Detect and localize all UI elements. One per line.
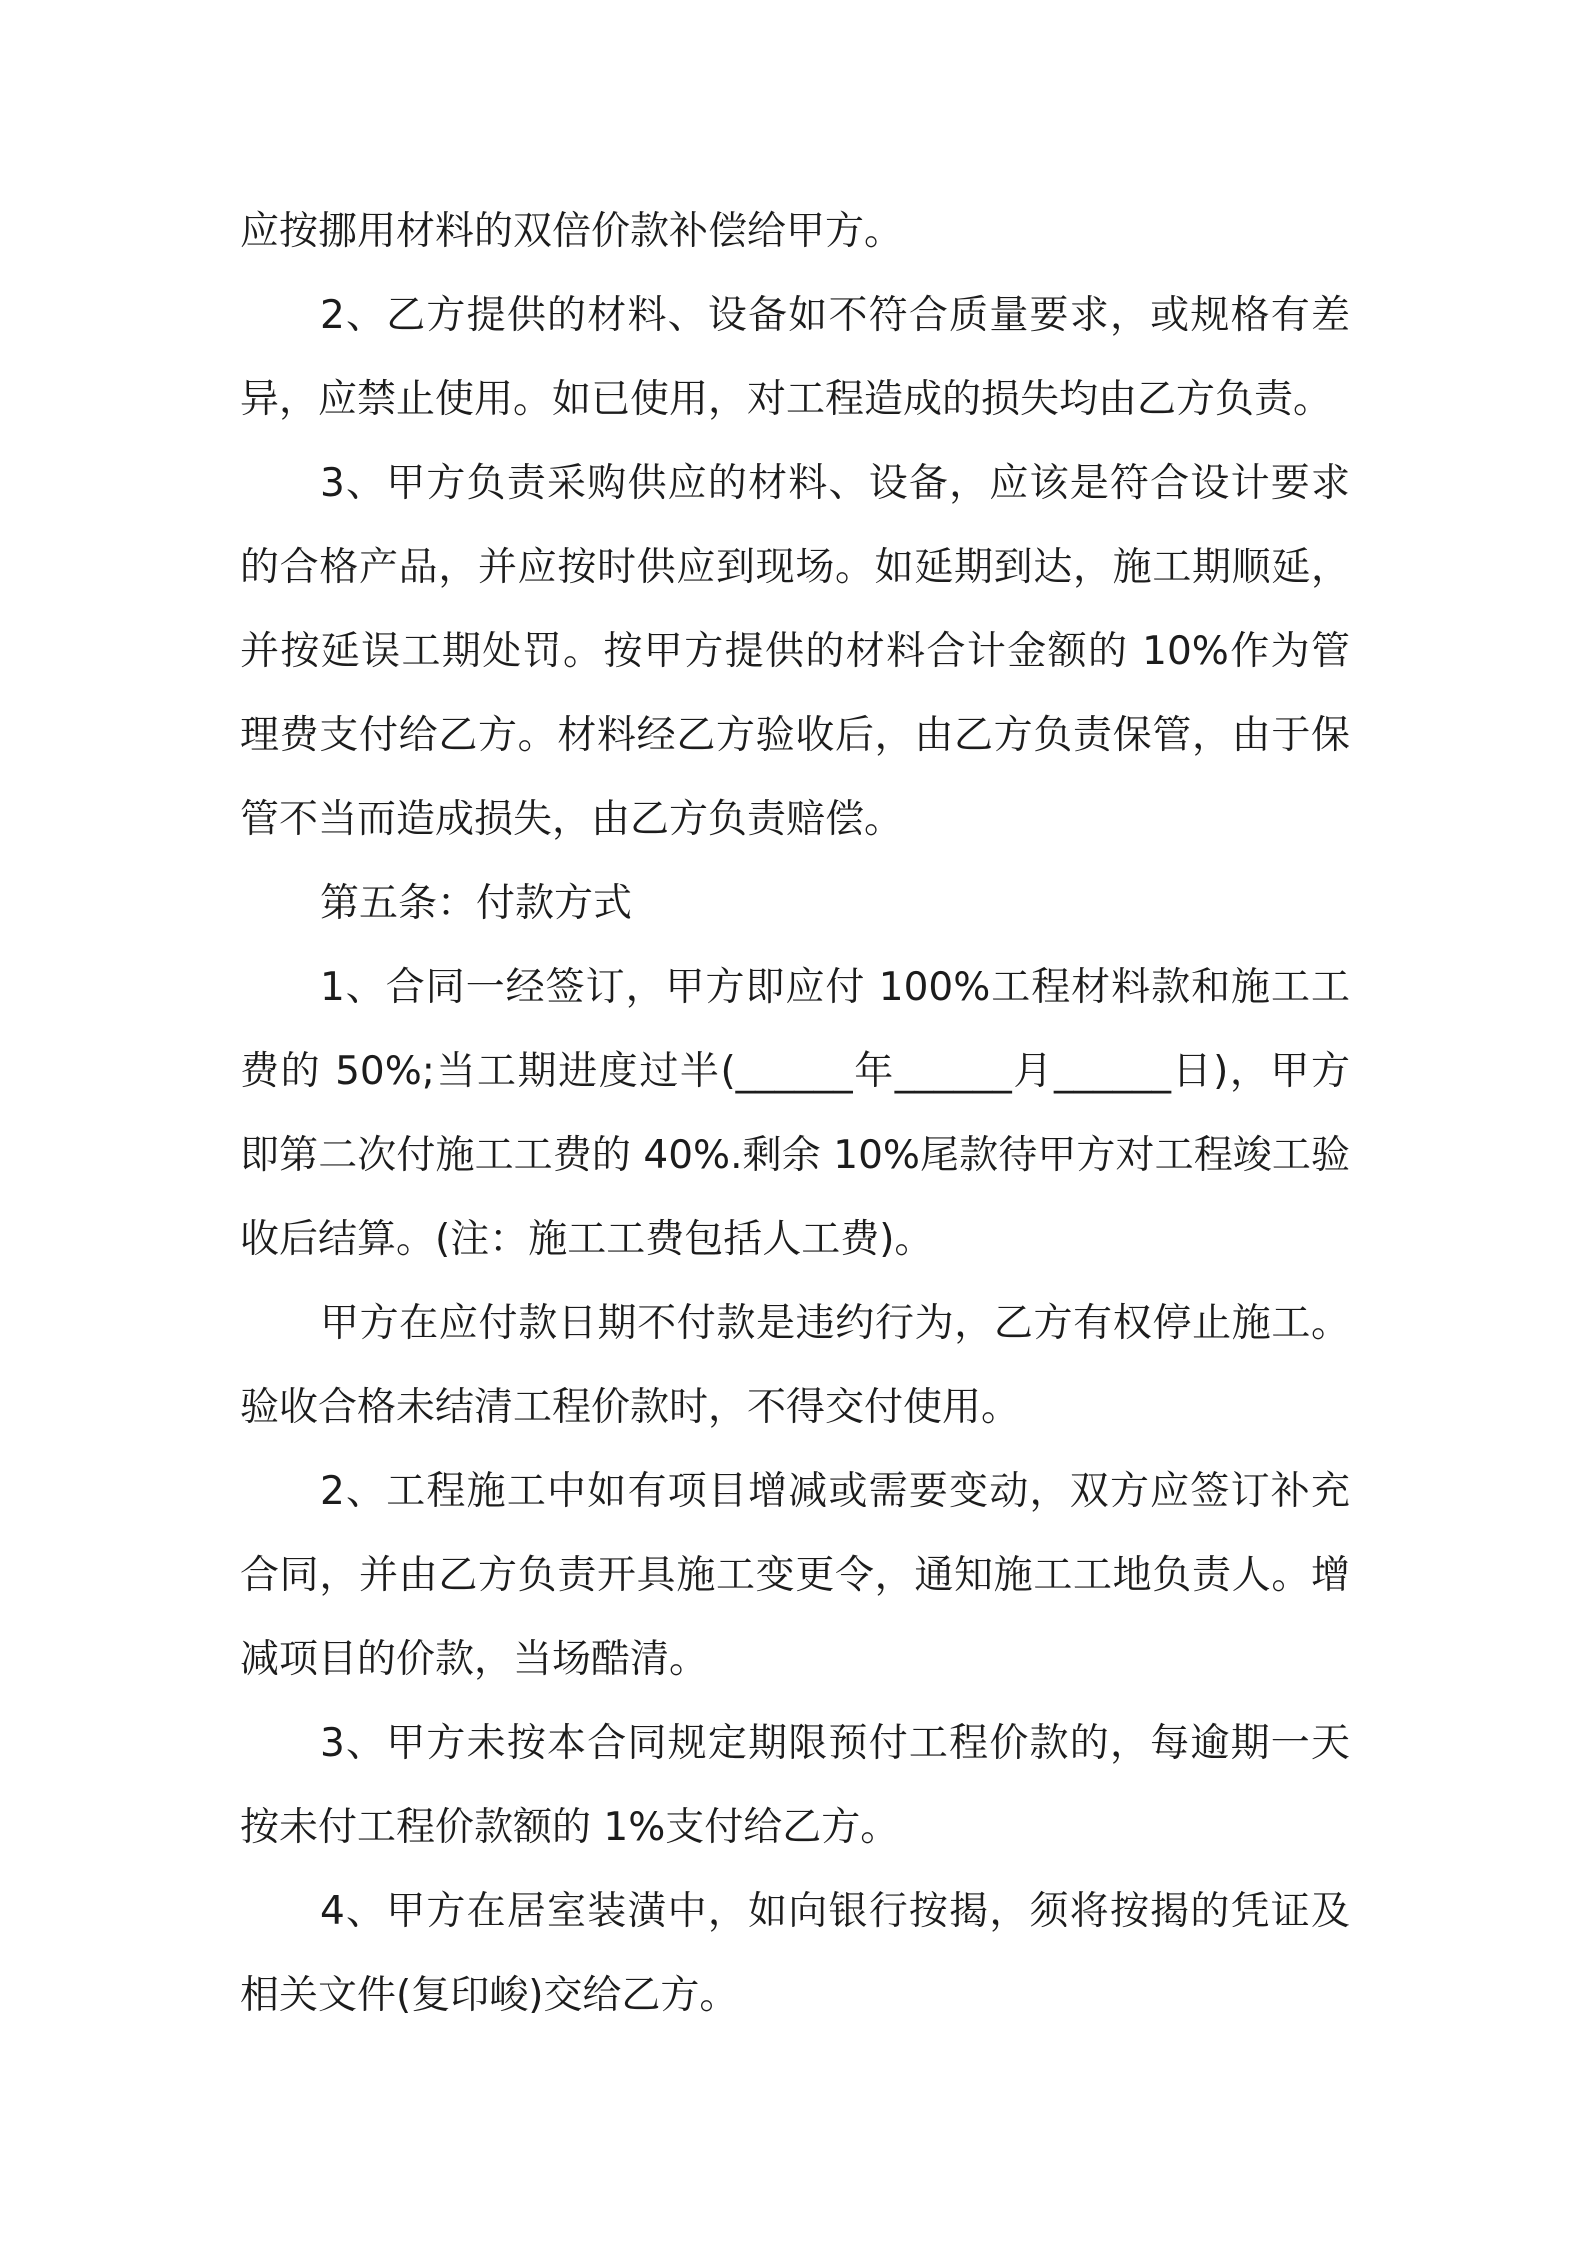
paragraph-payment-item-4: 4、甲方在居室装潢中，如向银行按揭，须将按揭的凭证及相关文件(复印峻)交给乙方。 xyxy=(240,1889,1350,2018)
paragraph-payment-item-2: 2、工程施工中如有项目增减或需要变动，双方应签订补充合同，并由乙方负责开具施工变更令，通知施工工地负责人。增减项目的价款，当场酷清。 xyxy=(240,1469,1350,1682)
document-body xyxy=(240,190,1350,2038)
paragraph-continuation: 应按挪用材料的双倍价款补偿给甲方。 xyxy=(240,209,904,254)
paragraph-payment-item-1: 1、合同一经签订，甲方即应付 100%工程材料款和施工工费的 50%;当工期进度过半(______年______月______日)，甲方即第二次付施工工费的 40%.剩余 10%尾款待甲方对工程竣工验收后结算。(注：施工工费包括人工费)。 xyxy=(240,965,1350,1262)
paragraph-item-3-procurement: 3、甲方负责采购供应的材料、设备，应该是符合设计要求的合格产品，并应按时供应到现场。如延期到达，施工期顺延，并按延误工期处罚。按甲方提供的材料合计金额的 10%作为管理费支付给乙方。材料经乙方验收后，由乙方负责保管，由于保管不当而造成损失，由乙方负责赔偿。 xyxy=(240,461,1350,842)
paragraph-item-2-materials: 2、乙方提供的材料、设备如不符合质量要求，或规格有差异，应禁止使用。如已使用，对工程造成的损失均由乙方负责。 xyxy=(240,293,1350,422)
paragraph-payment-item-3: 3、甲方未按本合同规定期限预付工程价款的，每逾期一天按未付工程价款额的 1%支付给乙方。 xyxy=(240,1721,1350,1850)
paragraph-payment-default: 甲方在应付款日期不付款是违约行为，乙方有权停止施工。验收合格未结清工程价款时，不得交付使用。 xyxy=(240,1301,1350,1430)
section-heading-article-5: 第五条：付款方式 xyxy=(320,881,633,926)
